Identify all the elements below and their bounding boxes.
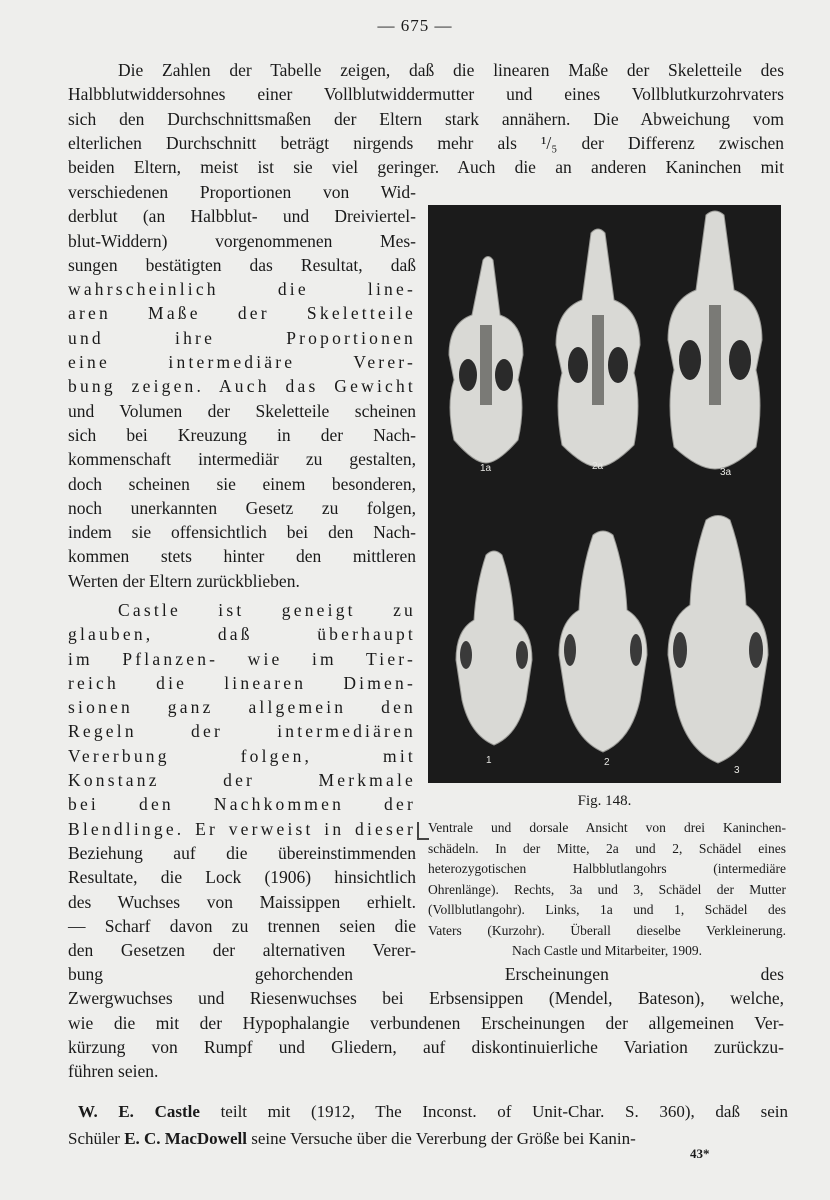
text-line: Vaters (Kurzohr). Überall dieselbe Verkleinerung. <box>428 922 786 938</box>
text-line: Regeln der intermediären <box>68 721 416 742</box>
text-line: den Gesetzen der alternativen Verer- <box>68 940 416 961</box>
text-line: derblut (an Halbblut- und Dreiviertel- <box>68 206 416 227</box>
text-line: Blendlinge. Er verweist in dieser <box>68 818 416 839</box>
text-line: wahrscheinlich die line- <box>68 279 416 300</box>
skull-figure <box>428 205 781 783</box>
skull-2-image <box>559 531 647 752</box>
text-line: wie die mit der Hypophalangie verbundenen Erscheinungen der allgemeinen Ver- <box>68 1012 784 1033</box>
text-line: noch unerkannten Gesetz zu folgen, <box>68 497 416 518</box>
text-line: Castle ist geneigt zu <box>118 600 416 620</box>
text-line: — Scharf davon zu trennen seien die <box>68 915 416 936</box>
text-line: blut-Widdern) vorgenommenen Mes- <box>68 230 416 251</box>
paragraph-2-full <box>68 962 784 1083</box>
paragraph-1-narrow <box>68 180 416 593</box>
text-line: sungen bestätigten das Resultat, daß <box>68 254 416 275</box>
bottom-text-1: teilt mit (1912, The Inconst. of Unit-Char. S. 360), daß sein <box>199 1102 788 1121</box>
text-line: Nach Castle und Mitarbeiter, 1909. <box>512 943 702 958</box>
label-2: 2 <box>604 757 610 768</box>
label-1a: 1a <box>480 463 492 474</box>
figure-title: Fig. 148. <box>577 793 632 809</box>
text-line: Ventrale und dorsale Ansicht von drei Kaninchen- <box>428 820 786 835</box>
text-line: schädeln. In der Mitte, 2a und 2, Schädel eines <box>428 840 786 856</box>
skull-photographs <box>428 205 781 783</box>
skull-1-image <box>456 551 532 745</box>
figure-caption <box>428 818 786 962</box>
text-line: und Volumen der Skeletteile scheinen <box>68 400 416 421</box>
text-line: glauben, daß überhaupt <box>68 624 416 645</box>
text-line: führen seien. <box>68 1061 159 1082</box>
text-line: Werten der Eltern zurückblieben. <box>68 570 300 591</box>
paragraph-1-full <box>68 58 784 179</box>
text-line: heterozygotischen Halbblutlangohrs (intermediäre <box>428 861 786 876</box>
text-line: indem sie offensichtlich bei den Nach- <box>68 522 416 543</box>
text-line: bung gehorchenden Erscheinungen des <box>68 964 784 984</box>
bottom-text-2-post: seine Versuche über die Vererbung der Größe bei Kanin- <box>246 1129 636 1148</box>
text-line: beiden Eltern, meist ist sie viel geringer. Auch die an anderen Kaninchen mit <box>68 157 784 178</box>
text-line: kürzung von Rumpf und Gliedern, auf diskontinuierliche Variation zurückzu- <box>68 1036 784 1057</box>
skull-2a-image <box>556 229 640 467</box>
text-line: Ohrenlänge). Rechts, 3a und 3, Schädel der Mutter <box>428 881 786 897</box>
text-line: Vererbung folgen, mit <box>68 745 416 766</box>
text-line: Die Zahlen der Tabelle zeigen, daß die linearen Maße der Skeletteile des <box>118 60 784 80</box>
bottom-text-2-pre: Schüler <box>68 1129 125 1148</box>
skull-1a-image <box>449 257 523 464</box>
text-line: (Vollblutlangohr). Links, 1a und 1, Schädel des <box>428 902 786 917</box>
text-line: bung zeigen. Auch das Gewicht <box>68 376 416 397</box>
label-2a: 2a <box>592 461 604 472</box>
text-line: Beziehung auf die übereinstimmenden <box>68 842 416 863</box>
text-line: und ihre Proportionen <box>68 327 416 348</box>
text-line: kommenschaft intermediär zu gestalten, <box>68 449 416 470</box>
skull-3a-image <box>668 211 762 469</box>
label-3a: 3a <box>720 467 732 478</box>
paragraph-2-narrow <box>68 598 416 962</box>
text-line: elterlichen Durchschnitt beträgt nirgends mehr als ¹/₅ der Differenz zwischen <box>68 132 784 153</box>
text-line: sionen ganz allgemein den <box>68 697 416 718</box>
text-line: Zwergwuchses und Riesenwuchses bei Erbsensippen (Mendel, Bateson), welche, <box>68 988 784 1009</box>
text-line: des Wuchses von Maissippen erhielt. <box>68 891 416 912</box>
author-macdowell: E. C. MacDowell <box>124 1129 247 1148</box>
label-1: 1 <box>486 755 492 766</box>
bottom-note <box>68 1098 788 1152</box>
page-number: — 675 — <box>377 16 453 35</box>
text-line: kommen stets hinter den mittleren <box>68 546 416 567</box>
label-3: 3 <box>734 765 740 776</box>
text-line: aren Maße der Skeletteile <box>68 303 416 324</box>
text-line: verschiedenen Proportionen von Wid- <box>68 182 416 202</box>
text-line: reich die linearen Dimen- <box>68 672 416 693</box>
text-line: Konstanz der Merkmale <box>68 770 416 791</box>
text-line: doch scheinen sie einem besonderen, <box>68 473 416 494</box>
text-line: Halbblutwiddersohnes einer Vollblutwiddermutter und eines Vollblutkurzohrvaters <box>68 84 784 105</box>
text-line: sich den Durchschnittsmaßen der Eltern stark annähern. Die Abweichung vom <box>68 108 784 129</box>
text-line: bei den Nachkommen der <box>68 794 416 815</box>
text-line: eine intermediäre Verer- <box>68 352 416 373</box>
author-castle: W. E. Castle <box>78 1102 200 1121</box>
text-line: sich bei Kreuzung in der Nach- <box>68 424 416 445</box>
signature-mark: 43* <box>690 1146 710 1161</box>
text-line: im Pflanzen- wie im Tier- <box>68 648 416 669</box>
text-line: Resultate, die Lock (1906) hinsichtlich <box>68 867 416 888</box>
skull-3-image <box>668 516 768 764</box>
